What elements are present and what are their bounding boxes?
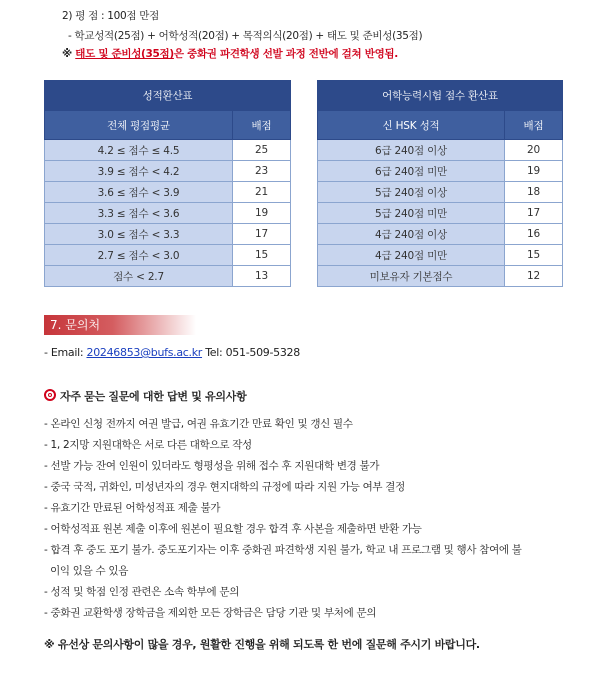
list-item: - 유효기간 만료된 어학성적표 제출 불가 [44, 502, 221, 514]
table-row: 2.7 ≤ 점수 < 3.0 15 [45, 245, 291, 266]
table-row: 4급 240점 미만 15 [318, 245, 563, 266]
note-mark: ※ [62, 48, 72, 60]
table-row: 3.9 ≤ 점수 < 4.2 23 [45, 161, 291, 182]
table-caption: 어학능력시험 점수 환산표 [318, 81, 563, 111]
table-row: 6급 240점 미만 19 [318, 161, 563, 182]
table-row: 3.6 ≤ 점수 < 3.9 21 [45, 182, 291, 203]
list-item: - 어학성적표 원본 제출 이후에 원본이 필요할 경우 합격 후 사본을 제출하면 반환 가능 [44, 523, 422, 535]
email-link[interactable]: 20246853@bufs.ac.kr [86, 346, 203, 359]
contact-line [44, 346, 300, 359]
list-item: - 온라인 신청 전까지 여권 발급, 여권 유효기간 만료 확인 및 갱신 필수 [44, 418, 353, 430]
double-circle-icon [44, 389, 56, 401]
list-item: - 합격 후 중도 포기 불가. 중도포기자는 이후 중화권 파견학생 지원 불가, 학교 내 프로그램 및 행사 참여에 불 [44, 544, 522, 556]
table-row: 4.2 ≤ 점수 ≤ 4.5 25 [45, 140, 291, 161]
table-row: 6급 240점 이상 20 [318, 140, 563, 161]
email-label: - Email: [44, 346, 87, 359]
faq-title-row [44, 388, 246, 404]
grade-conversion-table [44, 80, 291, 287]
language-conversion-table [317, 80, 563, 287]
header-points: 배점 [233, 111, 291, 140]
score-breakdown-line: - 학교성적(25점) + 어학성적(20점) + 목적의식(20점) + 태도 및 준비성(35점) [68, 30, 423, 42]
note-rest-text: 은 중화권 파견학생 선발 과정 전반에 걸쳐 반영됨. [173, 48, 398, 60]
list-item: - 1, 2지망 지원대학은 서로 다른 대학으로 작성 [44, 439, 252, 451]
table-row: 3.3 ≤ 점수 < 3.6 19 [45, 203, 291, 224]
header-points: 배점 [505, 111, 563, 140]
list-item: - 중화권 교환학생 장학금을 제외한 모든 장학금은 담당 기관 및 부처에 문의 [44, 607, 377, 619]
tel-text: Tel: 051-509-5328 [202, 346, 300, 359]
table-row: 미보유자 기본점수 12 [318, 266, 563, 287]
list-item: - 선발 가능 잔여 인원이 있더라도 형평성을 위해 접수 후 지원대학 변경 불가 [44, 460, 380, 472]
table-row: 5급 240점 이상 18 [318, 182, 563, 203]
faq-title: 자주 묻는 질문에 대한 답변 및 유의사항 [60, 390, 247, 403]
list-item: - 성적 및 학점 인정 관련은 소속 학부에 문의 [44, 586, 240, 598]
table-row: 4급 240점 이상 16 [318, 224, 563, 245]
table-row: 5급 240점 미만 17 [318, 203, 563, 224]
table-caption: 성적환산표 [45, 81, 291, 111]
section-title-contact: 7. 문의처 [44, 315, 196, 335]
list-item-continuation: 이익 있을 수 있음 [44, 565, 129, 577]
header-hsk: 신 HSK 성적 [318, 111, 505, 140]
note-red-text: 태도 및 준비성(35점) [75, 48, 174, 60]
table-row: 점수 < 2.7 13 [45, 266, 291, 287]
table-row: 3.0 ≤ 점수 < 3.3 17 [45, 224, 291, 245]
list-item: - 중국 국적, 귀화인, 미성년자의 경우 현지대학의 규정에 따라 지원 가능 여부 결정 [44, 481, 405, 493]
header-gpa: 전체 평점평균 [45, 111, 233, 140]
score-total-line: 2) 평 점 : 100점 만점 [62, 10, 159, 22]
score-note [62, 46, 398, 61]
final-note: ※ 유선상 문의사항이 많을 경우, 원활한 진행을 위해 되도록 한 번에 질문해 주시기 바랍니다. [44, 638, 480, 651]
